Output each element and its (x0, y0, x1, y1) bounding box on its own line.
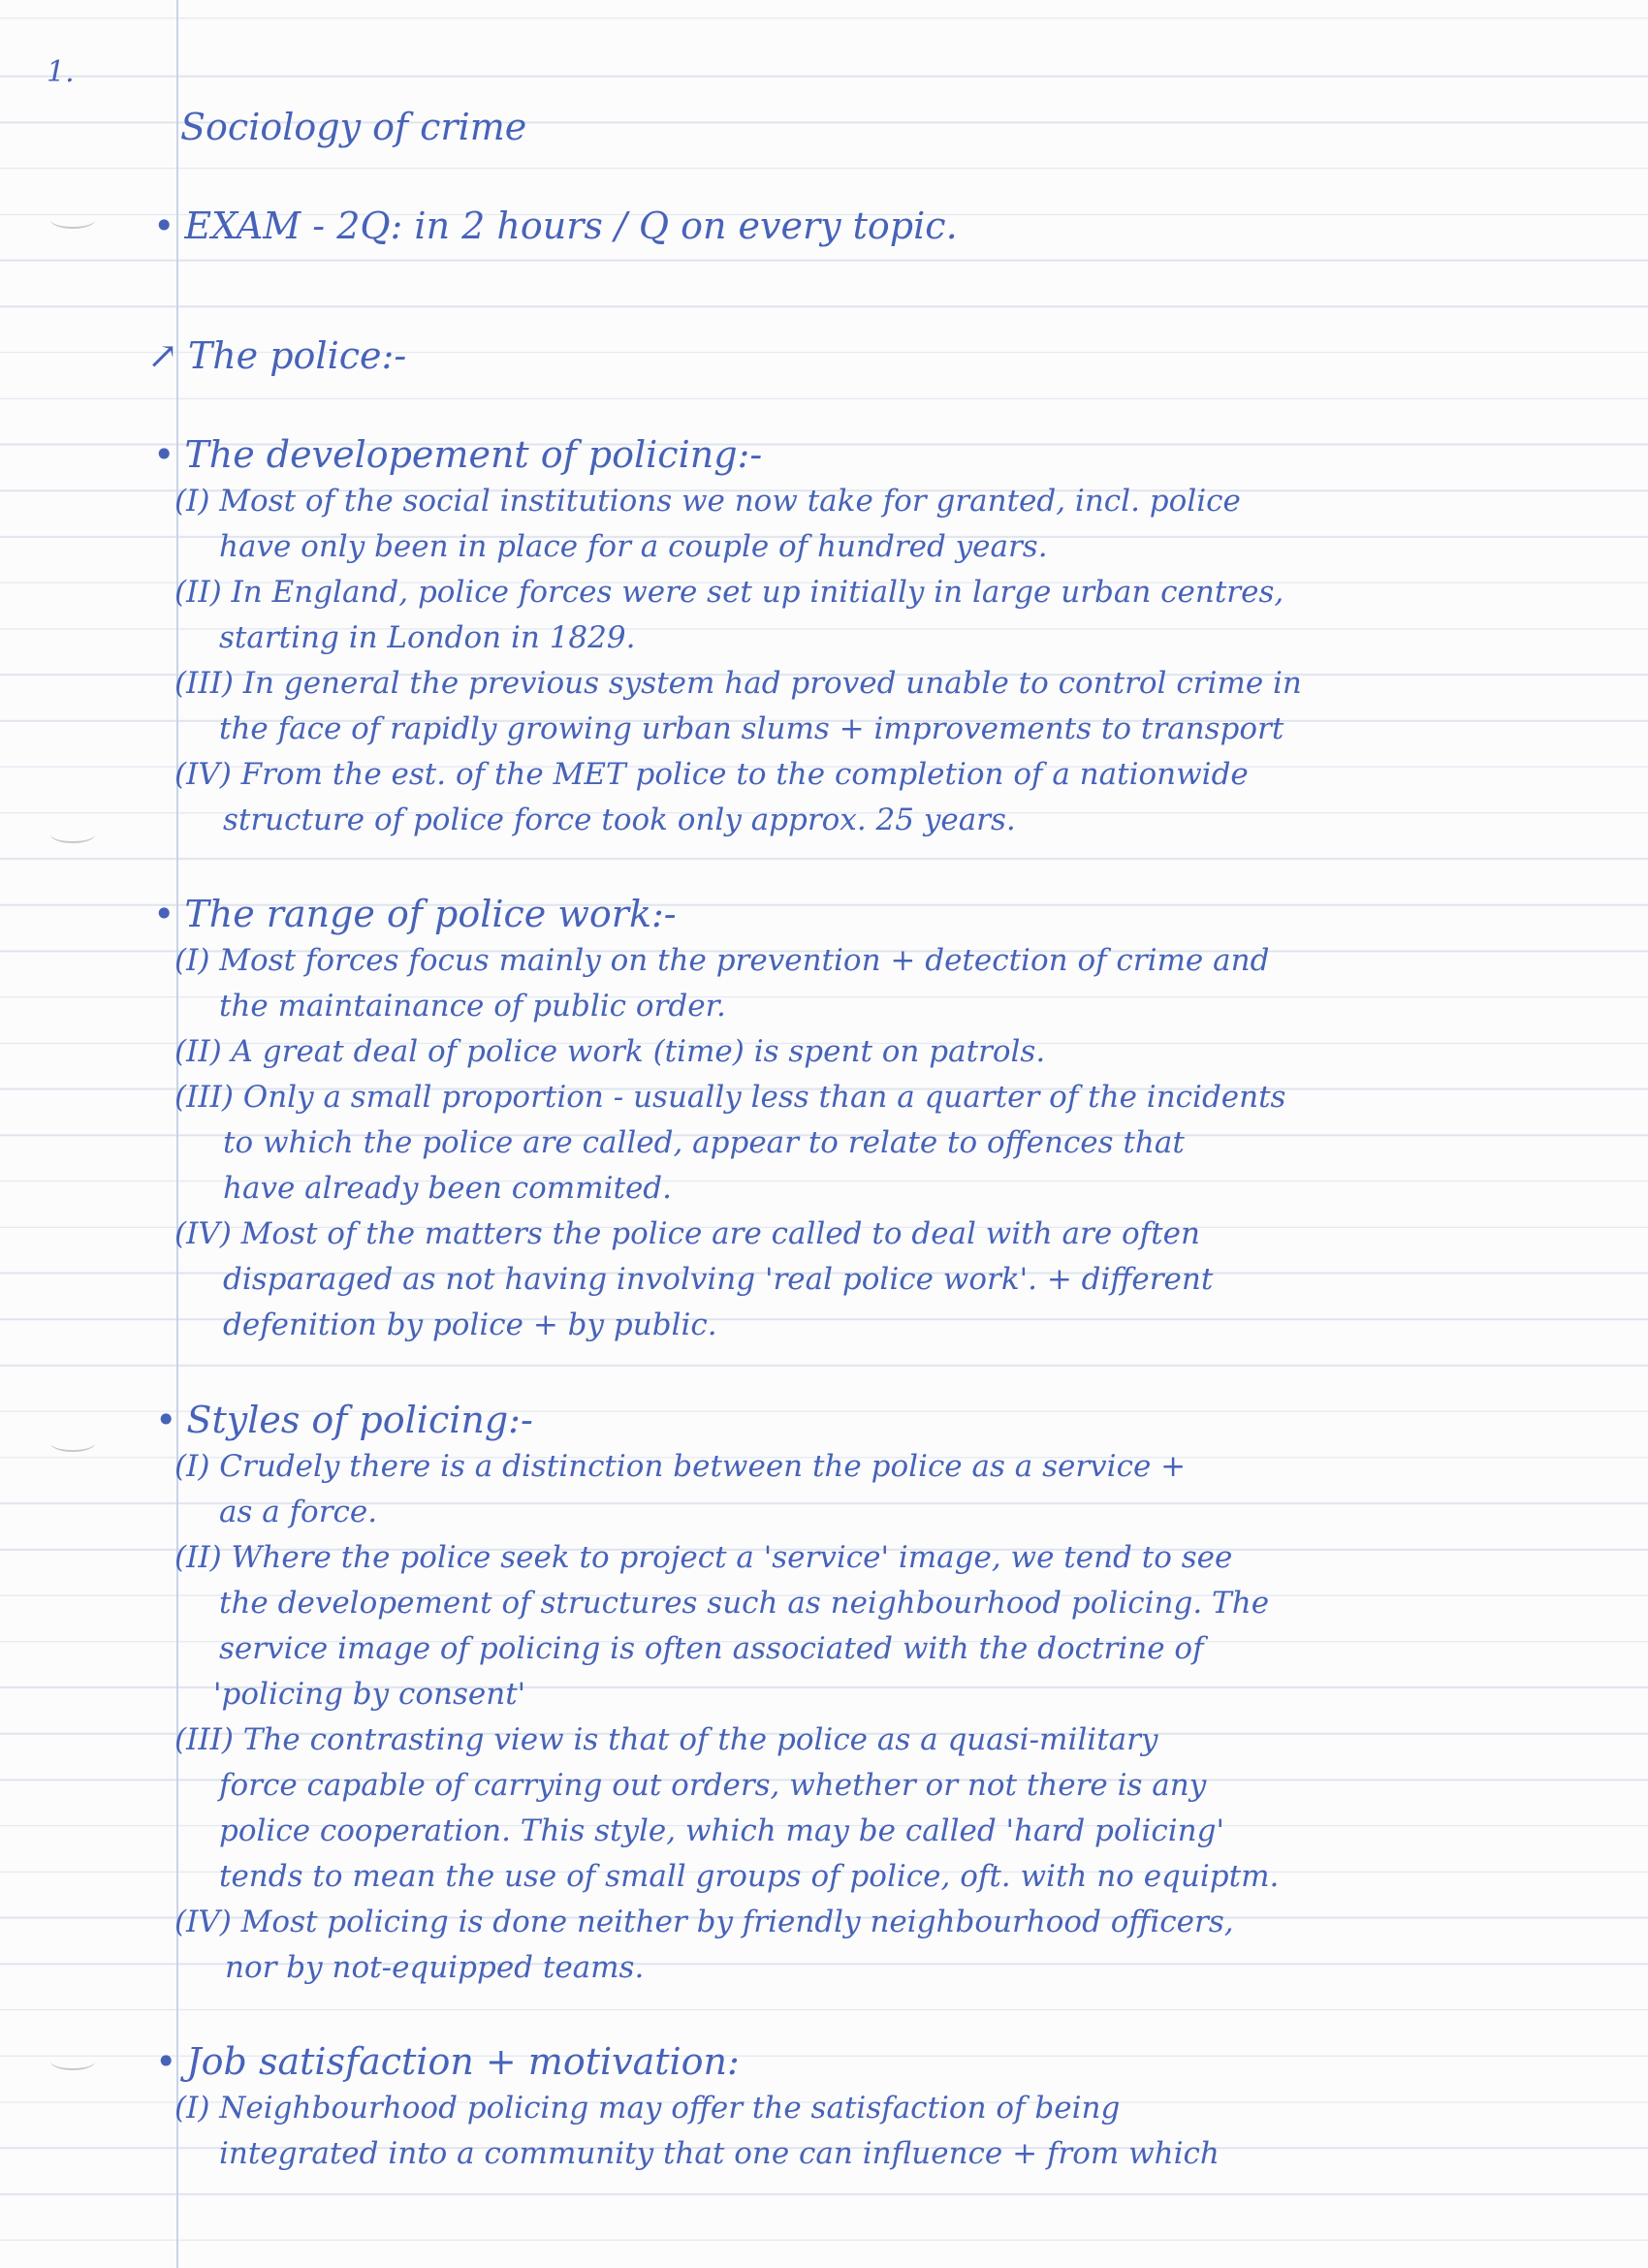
note-line: tends to mean the use of small groups of police, oft. with no equiptm. (219, 1859, 1280, 1894)
note-line: the maintainance of public order. (219, 989, 726, 1024)
bullet-point: • (155, 2040, 177, 2083)
page-title: Sociology of crime (180, 106, 527, 148)
page-number: 1. (47, 55, 75, 89)
punch-hole (50, 1434, 95, 1452)
section-range (153, 893, 677, 935)
note-line: the face of rapidly growing urban slums + improvements to transport (219, 711, 1284, 746)
bullet-point: • (153, 433, 175, 476)
note-line: force capable of carrying out orders, whether or not there is any (219, 1768, 1207, 1803)
note-line: (I) Most of the social institutions we now take for granted, incl. police (174, 484, 1241, 519)
note-line: disparaged as not having involving 'real police work'. + different (223, 1262, 1214, 1297)
note-line: to which the police are called, appear to relate to offences that (223, 1125, 1185, 1160)
punch-hole (50, 826, 95, 843)
bullet-point: • (153, 893, 175, 935)
punch-hole (50, 211, 95, 229)
section-heading: Job satisfaction + motivation: (186, 2040, 740, 2083)
note-line: (III) The contrasting view is that of the police as a quasi-military (174, 1722, 1158, 1757)
section-development (153, 433, 763, 476)
note-line: (I) Most forces focus mainly on the prevention + detection of crime and (174, 943, 1270, 978)
arrow-icon: ↗ (147, 334, 178, 377)
section-job-satisfaction (155, 2040, 740, 2083)
note-line: (II) In England, police forces were set up initially in large urban centres, (174, 575, 1284, 610)
note-line: (IV) Most of the matters the police are called to deal with are often (174, 1216, 1200, 1251)
section-heading: The developement of policing:- (184, 433, 763, 476)
section-police (147, 334, 407, 377)
note-line: service image of policing is often associated with the doctrine of (219, 1631, 1204, 1666)
note-line: (II) A great deal of police work (time) is spent on patrols. (174, 1034, 1046, 1069)
bullet-point: • (155, 1399, 177, 1441)
note-line: defenition by police + by public. (223, 1307, 717, 1342)
section-heading: The police:- (187, 334, 407, 377)
note-line: integrated into a community that one can influence + from which (219, 2136, 1220, 2171)
note-line: starting in London in 1829. (219, 620, 636, 655)
bullet-point: • (153, 205, 175, 247)
note-line: have already been commited. (223, 1171, 673, 1206)
note-line: (III) Only a small proportion - usually less than a quarter of the incidents (174, 1080, 1286, 1115)
note-line: police cooperation. This style, which may be called 'hard policing' (219, 1813, 1224, 1848)
note-line: have only been in place for a couple of hundred years. (219, 529, 1048, 564)
note-line: (II) Where the police seek to project a 'service' image, we tend to see (174, 1540, 1233, 1575)
section-heading: Styles of policing:- (186, 1399, 533, 1441)
section-heading: EXAM - 2Q: in 2 hours / Q on every topic. (184, 205, 958, 247)
section-styles (155, 1399, 533, 1441)
note-line: 'policing by consent' (213, 1677, 526, 1712)
note-line: the developement of structures such as neighbourhood policing. The (219, 1586, 1270, 1621)
note-line: (I) Crudely there is a distinction between the police as a service + (174, 1449, 1187, 1484)
section-heading: The range of police work:- (184, 893, 677, 935)
note-line: (I) Neighbourhood policing may offer the satisfaction of being (174, 2091, 1121, 2126)
note-line: (IV) Most policing is done neither by friendly neighbourhood officers, (174, 1905, 1234, 1939)
note-line: (IV) From the est. of the MET police to the completion of a nationwide (174, 757, 1249, 792)
note-line: structure of police force took only approx. 25 years. (223, 803, 1016, 837)
note-line: (III) In general the previous system had proved unable to control crime in (174, 666, 1302, 701)
exam-note (153, 205, 958, 247)
note-line: as a force. (219, 1495, 378, 1529)
punch-hole (50, 2053, 95, 2070)
note-line: nor by not-equipped teams. (225, 1950, 645, 1985)
